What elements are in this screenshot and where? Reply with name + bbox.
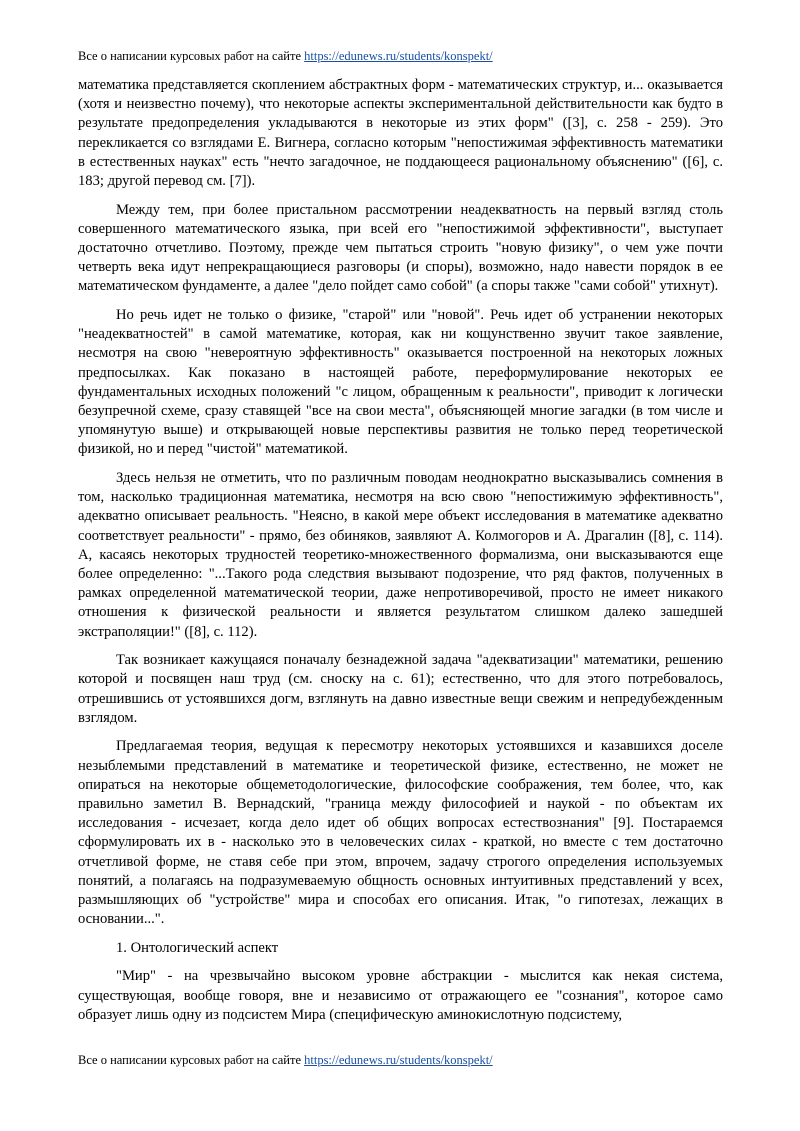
footer-text: Все о написании курсовых работ на сайте bbox=[78, 1053, 301, 1067]
page-footer bbox=[78, 1052, 493, 1068]
paragraph-7: "Мир" - на чрезвычайно высоком уровне абстракции - мыслится как некая система, существующая, вообще говоря, вне и независимо от отражающего ее "сознания", которое само образует лишь одну из подсистем Мира (специфическую аминокислотную подсистему, bbox=[78, 968, 723, 1023]
section-heading: 1. Онтологический аспект bbox=[116, 939, 279, 956]
document-body bbox=[78, 76, 723, 1034]
paragraph-6: Предлагаемая теория, ведущая к пересмотру некоторых устоявшихся и казавшихся доселе незыблемыми представлений в математике и теоретической физике, естественно, не может не опираться на некоторые общеметодологические, философские соображения, тем более, что, как правильно заметил В. Вернадский, "граница между философией и наукой - по объектам их исследования - исчезает, когда дело идет об общих вопросах естествознания" [9]. Постараемся сформулировать их в - насколько это в человеческих силах - краткой, но вместе с тем достаточно отчетливой форме, не ставя себе при этом, впрочем, задачу строгого определения используемых понятий, а полагаясь на подразумеваемую общность основных интуитивных представлений у всех, размышляющих об "устройстве" мира и способах его описания. Итак, "о гипотезах, лежащих в основании...". bbox=[78, 738, 723, 928]
header-text: Все о написании курсовых работ на сайте bbox=[78, 49, 301, 63]
footer-link[interactable]: https://edunews.ru/students/konspekt/ bbox=[304, 1053, 493, 1067]
paragraph-3: Но речь идет не только о физике, "старой" или "новой". Речь идет об устранении некоторых "неадекватностей" в самой математике, которая, как ни кощунственно звучит такое заявление, несмотря на свою "невероятную эффективность" оказывается построенной на некоторых ложных предпосылках. Как показано в настоящей работе, переформулирование некоторых ее фундаментальных исходных положений "с лицом, обращенным к реальности", приводит к логически безупречной схеме, сразу ставящей "все на свои места", объясняющей многие загадки (в том числе и упомянутую выше) и открывающей новые перспективы развития не только перед теоретической физикой, но и перед "чистой" математикой. bbox=[78, 307, 723, 458]
paragraph-5: Так возникает кажущаяся поначалу безнадежной задача "адекватизации" математики, решению которой и посвящен наш труд (см. сноску на с. 61); естественно, что для этого потребовалось, отрешившись от устоявшихся догм, взглянуть на давно известные вещи свежим и непредубежденным взглядом. bbox=[78, 652, 723, 726]
paragraph-2: Между тем, при более пристальном рассмотрении неадекватность на первый взгляд столь совершенного математического языка, при всей его "непостижимой эффективности", выступает достаточно отчетливо. Поэтому, прежде чем пытаться строить "новую физику", о чем уже почти четверть века идут непрекращающиеся разговоры (и споры), возможно, надо навести порядок в ее математическом фундаменте, а далее "дело пойдет само собой" (а споры также "сами собой" утихнут). bbox=[78, 201, 723, 295]
paragraph-1: математика представляется скоплением абстрактных форм - математических структур, и... оказывается (хотя и неизвестно почему), что некоторые аспекты экспериментальной действительности как будто в результате предопределения укладываются в некоторые из этих форм" ([3], с. 258 - 259). Это перекликается со взглядами Е. Вигнера, согласно которым "непостижимая эффективность математики в естественных науках" есть "нечто загадочное, не поддающееся рациональному объяснению" ([6], с. 183; другой перевод см. [7]). bbox=[78, 77, 723, 190]
page-header bbox=[78, 48, 493, 64]
header-link[interactable]: https://edunews.ru/students/konspekt/ bbox=[304, 49, 493, 63]
paragraph-4: Здесь нельзя не отметить, что по различным поводам неоднократно высказывались сомнения в том, насколько традиционная математика, несмотря на всю свою "непостижимую эффективность", адекватно описывает реальность. "Неясно, в какой мере объект исследования в математике адекватно соответствует реальности" - прямо, без обиняков, заявляют А. Колмогоров и А. Драгалин ([8], с. 114). А, касаясь некоторых трудностей теоретико-множественного формализма, они высказываются еще более определенно: "...Такого рода следствия вызывают подозрение, что ряд фактов, полученных в рамках определенной математической теории, даже непротиворечивой, просто не имеет никакого отношения к физической реальности и является результатом слишком далеко зашедшей экстраполяции!" ([8], с. 112). bbox=[78, 470, 723, 640]
